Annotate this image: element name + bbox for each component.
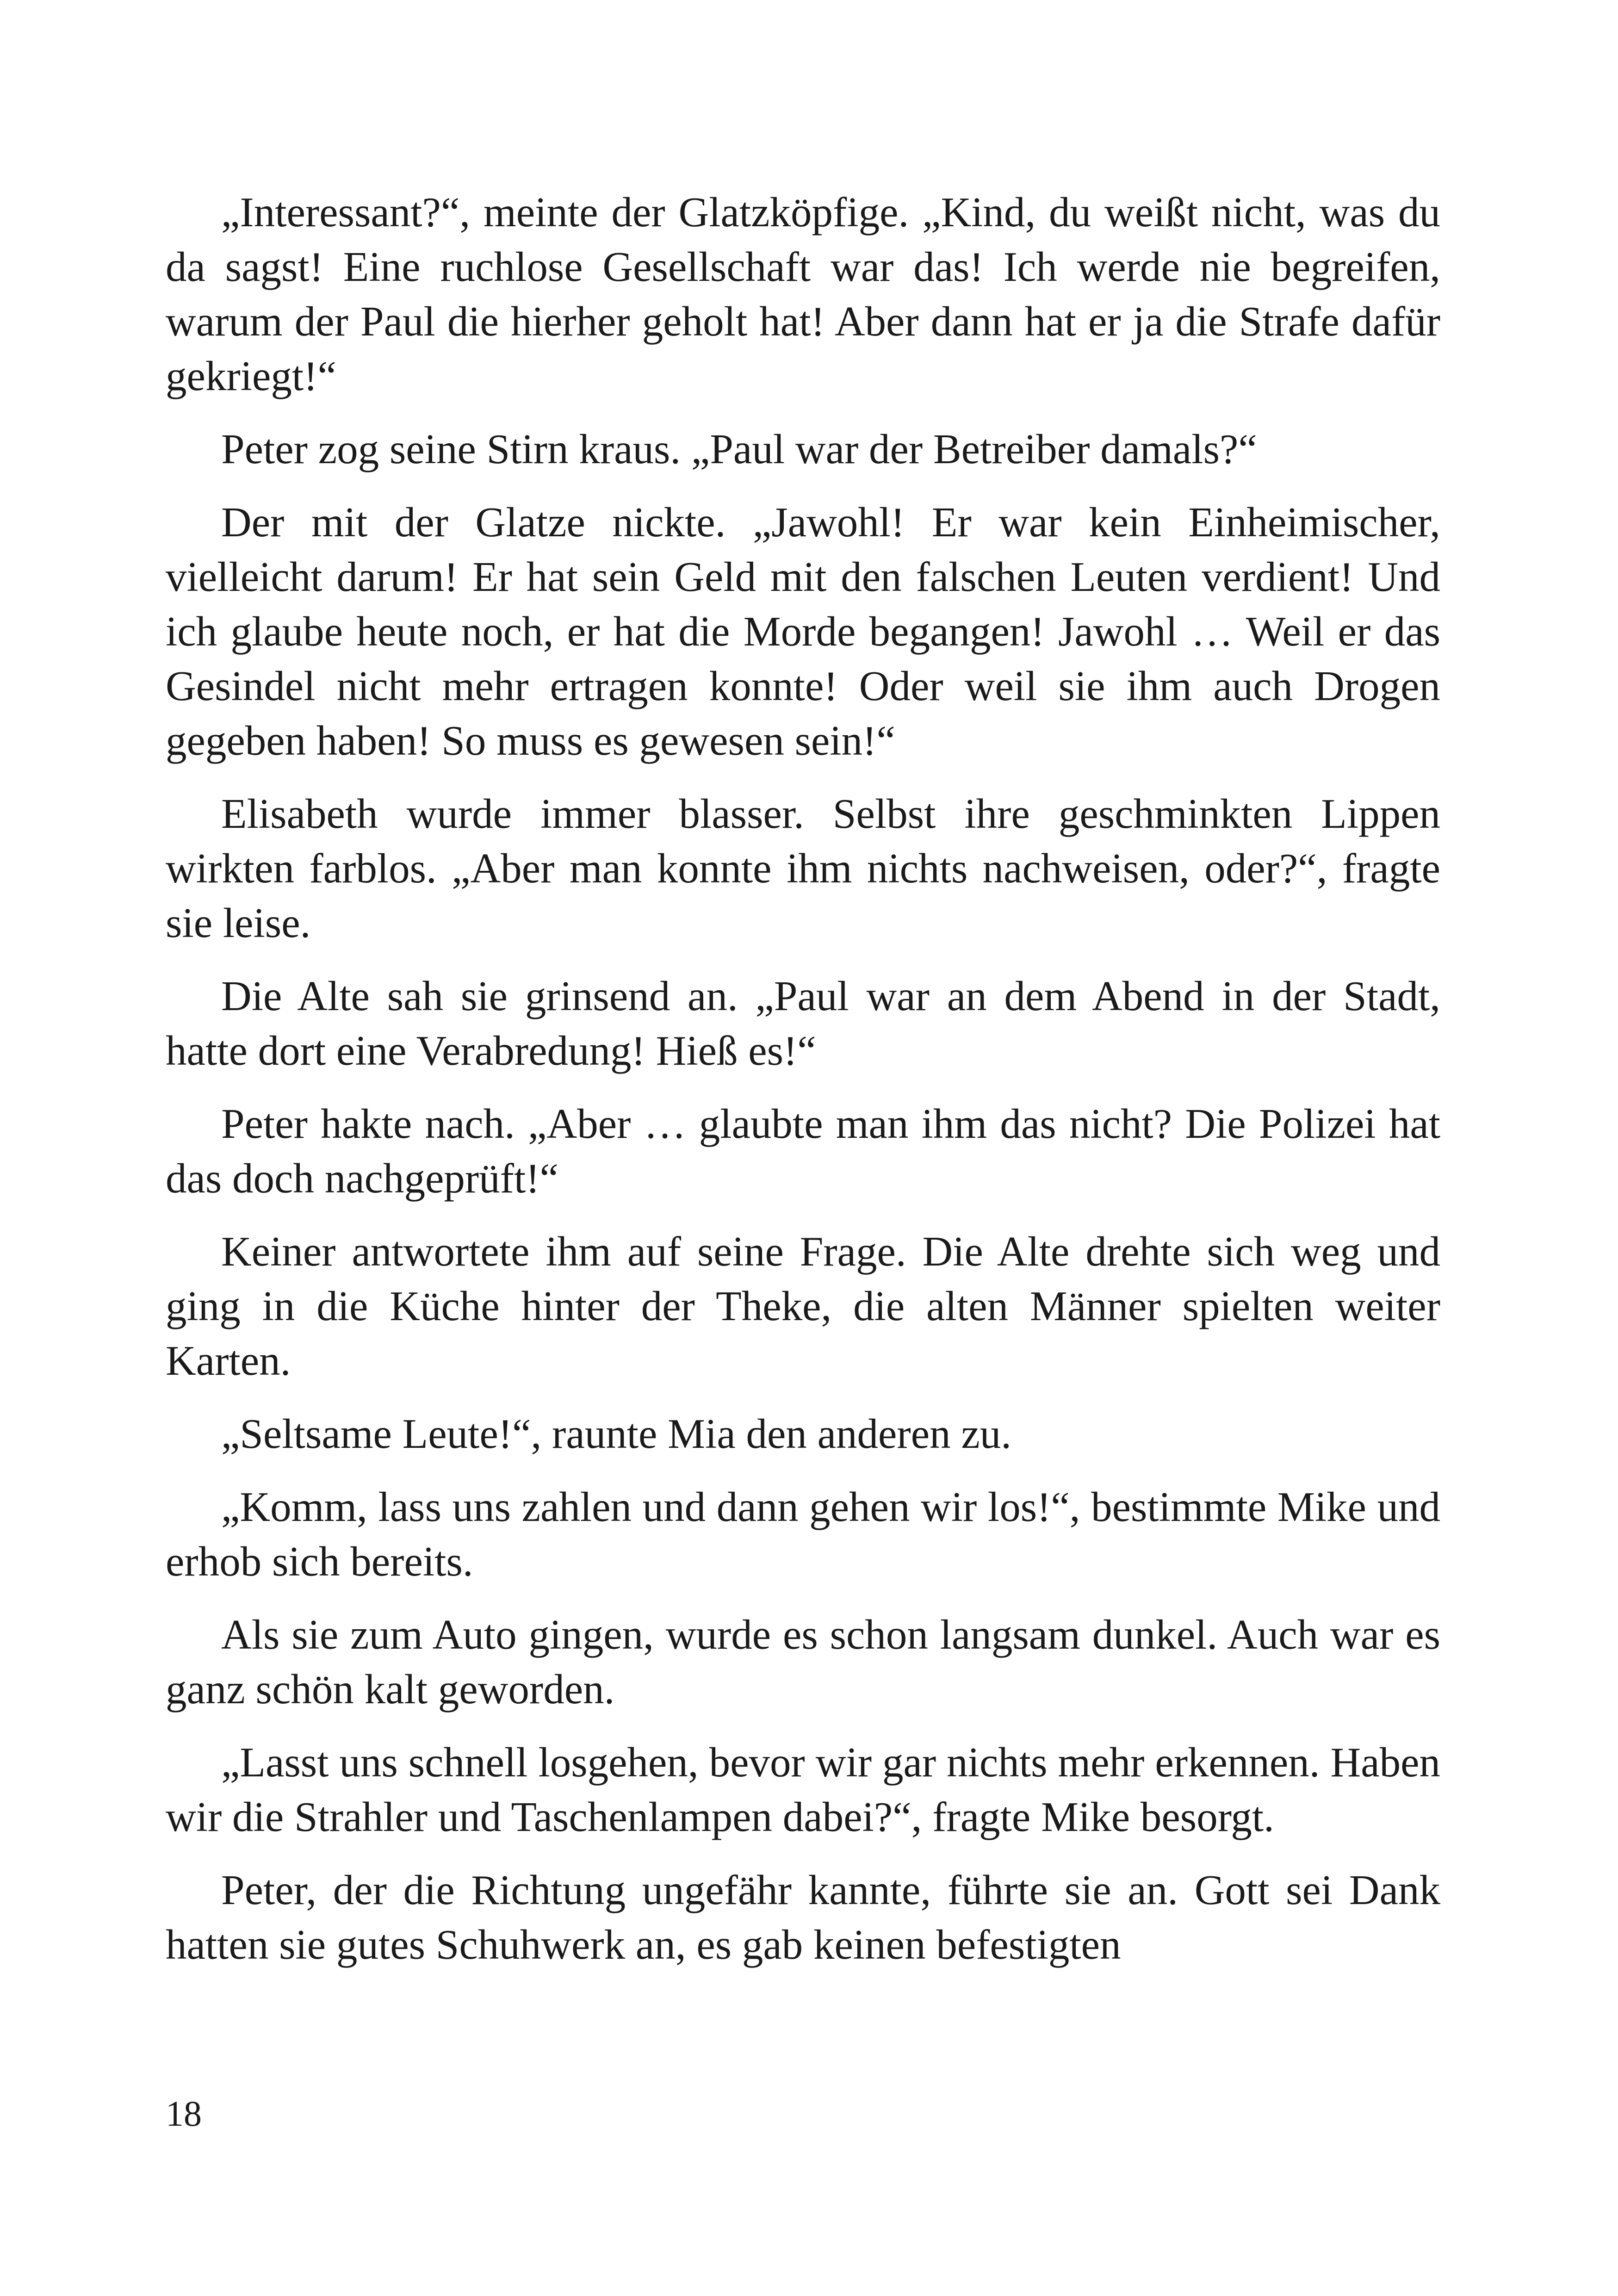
paragraph: „Lasst uns schnell losgehen, bevor wir gar nichts mehr erkennen. Haben wir die Strahler und Taschenlampen dabei?“, fragte Mike besorgt. [166, 1739, 1440, 1840]
body-text [166, 185, 1440, 1991]
paragraph: Der mit der Glatze nickte. „Jawohl! Er war kein Einheimischer, vielleicht darum! Er hat sein Geld mit den falschen Leuten verdient! Und ich glaube heute noch, er hat die Morde begangen! Jawohl … Weil er das Gesindel nicht mehr ertragen konnte! Oder weil sie ihm auch Drogen gegeben haben! So muss es gewesen sein!“ [166, 499, 1440, 764]
paragraph: Peter hakte nach. „Aber … glaubte man ihm das nicht? Die Polizei hat das doch nachgeprüft!“ [166, 1100, 1440, 1202]
paragraph: Keiner antwortete ihm auf seine Frage. Die Alte drehte sich weg und ging in die Küche hinter der Theke, die alten Männer spielten weiter Karten. [166, 1228, 1440, 1384]
paragraph: „Interessant?“, meinte der Glatzköpfige. „Kind, du weißt nicht, was du da sagst! Eine ruchlose Gesellschaft war das! Ich werde nie begreifen, warum der Paul die hierher geholt hat! Aber dann hat er ja die Strafe dafür gekriegt!“ [166, 189, 1440, 399]
paragraph-last: Peter, der die Richtung ungefähr kannte, führte sie an. Gott sei Dank hatten sie gutes Schuhwerk an, es gab keinen befestigten [166, 1867, 1440, 1968]
paragraph: Als sie zum Auto gingen, wurde es schon langsam dunkel. Auch war es ganz schön kalt geworden. [166, 1611, 1440, 1713]
page-number: 18 [166, 2093, 202, 2134]
paragraph: Peter zog seine Stirn kraus. „Paul war der Betreiber damals?“ [221, 426, 1257, 472]
paragraph: Die Alte sah sie grinsend an. „Paul war an dem Abend in der Stadt, hatte dort eine Verabredung! Hieß es!“ [166, 973, 1440, 1074]
paragraph: „Seltsame Leute!“, raunte Mia den anderen zu. [221, 1410, 1011, 1457]
paragraph: „Komm, lass uns zahlen und dann gehen wir los!“, bestimmte Mike und erhob sich bereits. [166, 1483, 1440, 1585]
paragraph: Elisabeth wurde immer blasser. Selbst ihre geschminkten Lippen wirkten farblos. „Aber man konnte ihm nichts nachweisen, oder?“, fragte sie leise. [166, 790, 1440, 946]
